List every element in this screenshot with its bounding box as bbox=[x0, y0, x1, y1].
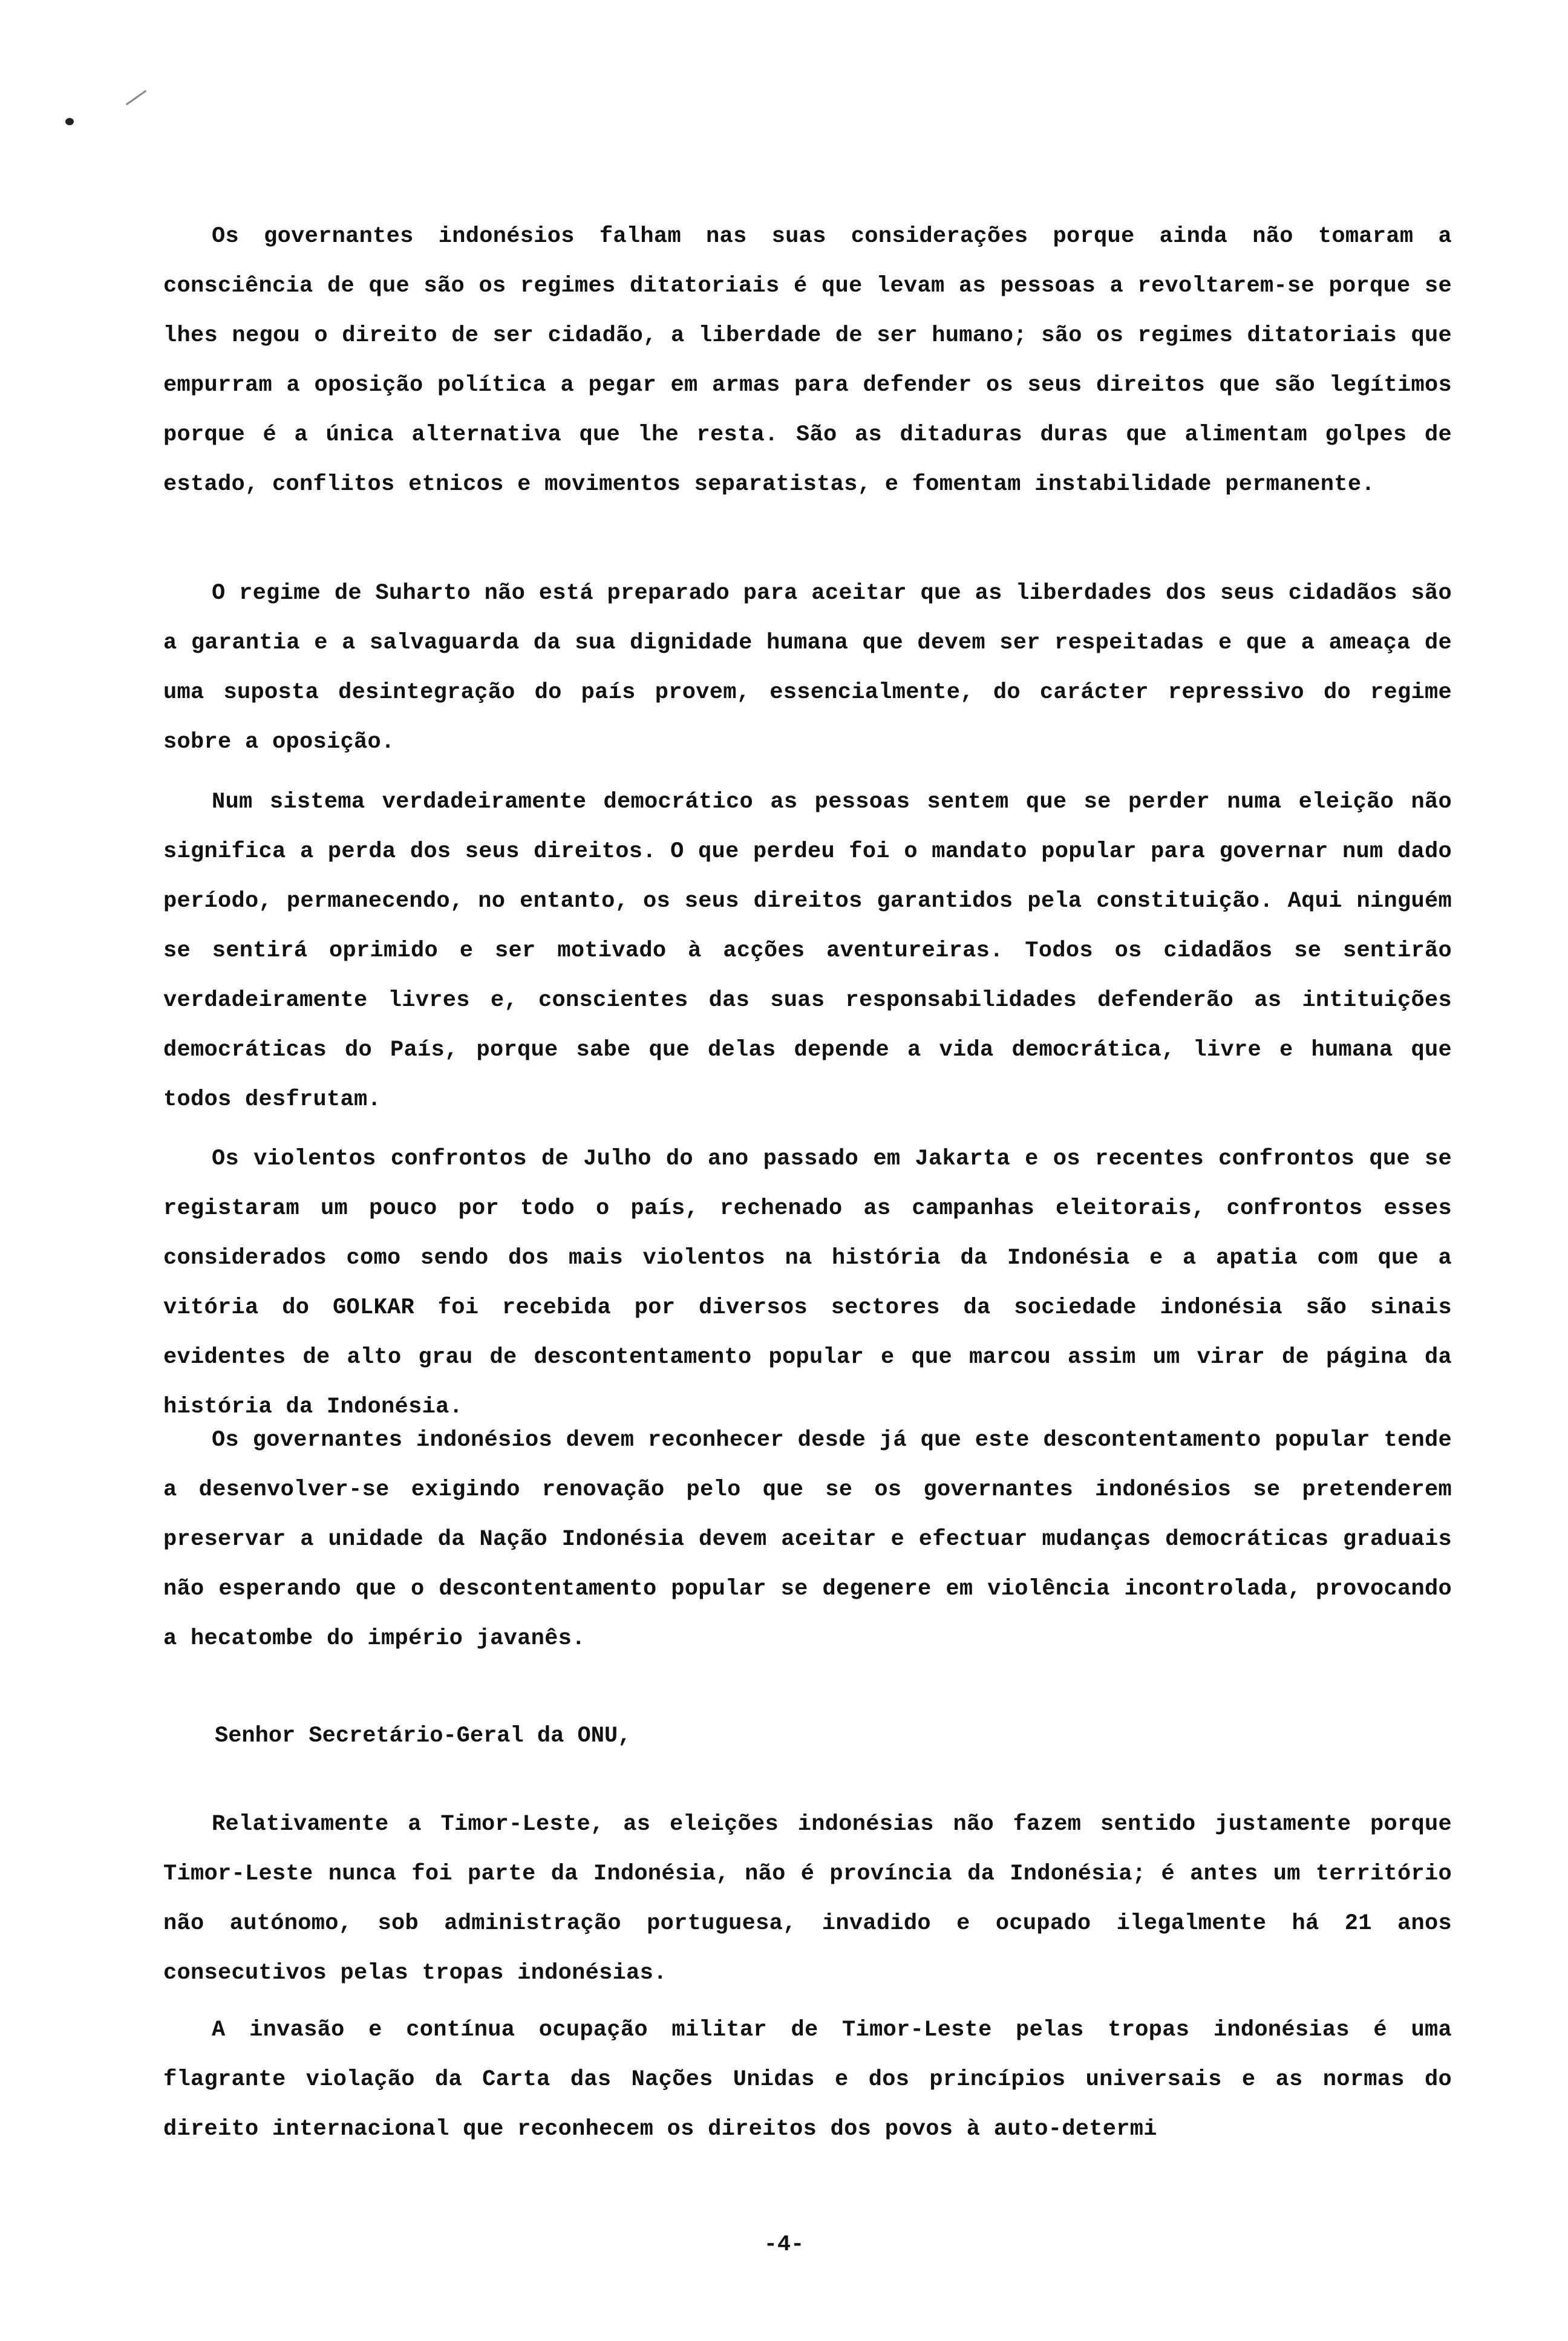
paragraph-2-text: O regime de Suharto não está preparado para aceitar que as liberdades dos seus cidadãos são a garantia e a salvaguarda da sua dignidade humana que devem ser respeitadas e que a ameaça de uma suposta desintegração do país provem, essencialmente, do carácter repressivo do regime sobre a oposição. bbox=[163, 581, 1452, 755]
paragraph-2 bbox=[163, 569, 1452, 767]
paragraph-7-text: A invasão e contínua ocupação militar de Timor-Leste pelas tropas indonésias é uma flagrante violação da Carta das Nações Unidas e dos princípios universais e as normas do direito internacional que reconhecem os direitos dos povos à auto-determi bbox=[163, 2017, 1452, 2142]
paragraph-1-text: Os governantes indonésios falham nas suas considerações porque ainda não tomaram a consciência de que são os regimes ditatoriais é que levam as pessoas a revoltarem-se porque se lhes negou o direito de ser cidadão, a liberdade de ser humano; são os regimes ditatoriais que empurram a oposição política a pegar em armas para defender os seus direitos que são legítimos porque é a única alternativa que lhe resta. São as ditaduras duras que alimentam golpes de estado, conflitos etnicos e movimentos separatistas, e fomentam instabilidade permanente. bbox=[163, 224, 1452, 497]
paragraph-6 bbox=[163, 1800, 1452, 1998]
paragraph-4 bbox=[163, 1134, 1452, 1432]
paragraph-5-text: Os governantes indonésios devem reconhecer desde já que este descontentamento popular tende a desenvolver-se exigindo renovação pelo que se os governantes indonésios se pretenderem preservar a unidade da Nação Indonésia devem aceitar e efectuar mudanças democráticas graduais não esperando que o descontentamento popular se degenere em violência incontrolada, provocando a hecatombe do império javanês. bbox=[163, 1428, 1452, 1651]
paragraph-5 bbox=[163, 1415, 1452, 1664]
paragraph-3 bbox=[163, 777, 1452, 1125]
paragraph-6-text: Relativamente a Timor-Leste, as eleições indonésias não fazem sentido justamente porque Timor-Leste nunca foi parte da Indonésia, não é província da Indonésia; é antes um território não autónomo, sob administração portuguesa, invadido e ocupado ilegalmente há 21 anos consecutivos pelas tropas indonésias. bbox=[163, 1812, 1452, 1986]
paragraph-1 bbox=[163, 212, 1452, 509]
page-number: -4- bbox=[763, 2232, 805, 2258]
scan-speck bbox=[65, 118, 74, 125]
scan-stroke bbox=[126, 90, 146, 105]
paragraph-3-text: Num sistema verdadeiramente democrático as pessoas sentem que se perder numa eleição não significa a perda dos seus direitos. O que perdeu foi o mandato popular para governar num dado período, permanecendo, no entanto, os seus direitos garantidos pela constituição. Aqui ninguém se sentirá oprimido e ser motivado à acções aventureiras. Todos os cidadãos se sentirão verdadeiramente livres e, conscientes das suas responsabilidades defenderão as intituições democráticas do País, porque sabe que delas depende a vida democrática, livre e humana que todos desfrutam. bbox=[163, 789, 1452, 1112]
paragraph-4-text: Os violentos confrontos de Julho do ano passado em Jakarta e os recentes confrontos que se registaram um pouco por todo o país, rechenado as campanhas eleitorais, confrontos esses considerados como sendo dos mais violentos na história da Indonésia e a apatia com que a vitória do GOLKAR foi recebida por diversos sectores da sociedade indonésia são sinais evidentes de alto grau de descontentamento popular e que marcou assim um virar de página da história da Indonésia. bbox=[163, 1146, 1452, 1420]
paragraph-7 bbox=[163, 2005, 1452, 2154]
salutation: Senhor Secretário-Geral da ONU, bbox=[215, 1723, 632, 1749]
